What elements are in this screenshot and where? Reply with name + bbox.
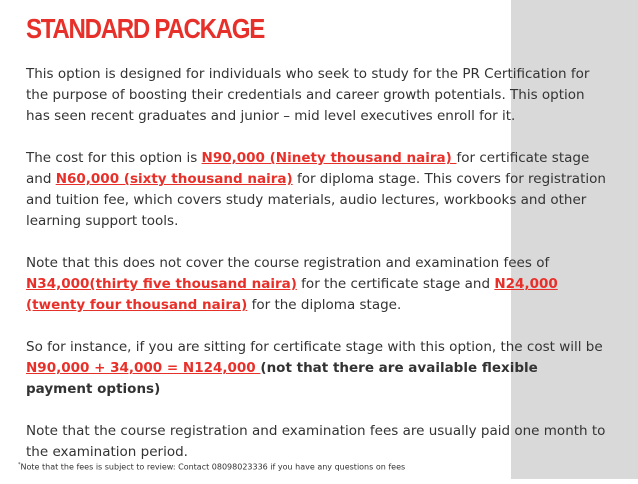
- fees-text-c: for the diploma stage.: [247, 297, 402, 313]
- body-text: [26, 64, 606, 484]
- cost-paragraph: [26, 148, 606, 232]
- fees-text-b: for the certificate stage and: [296, 276, 495, 292]
- intro-paragraph: This option is designed for individuals who seek to study for the PR Certification for the purpose of boosting their credentials and career growth potentials. This option has seen recent graduates and junior – mid level executives enroll for it.: [26, 66, 590, 124]
- cost-text-c: for diploma stage. This covers for registration and tuition fee, which covers study materials, audio lectures, workbooks and other learning support tools.: [26, 171, 606, 229]
- diploma-exam-fee: N24,000 (twenty four thousand naira): [26, 276, 558, 313]
- total-calculation: N90,000 + 34,000 = N124,000: [26, 360, 261, 376]
- certificate-exam-fee: N34,000(thirty five thousand naira): [26, 276, 297, 292]
- footnote: [18, 462, 405, 472]
- payment-timing-paragraph: Note that the course registration and examination fees are usually paid one month to the examination period.: [26, 423, 606, 460]
- payment-options-note: (not that there are available flexible payment options): [26, 360, 538, 397]
- page-title: STANDARD PACKAGE: [26, 13, 265, 44]
- example-text-a: So for instance, if you are sitting for certificate stage with this option, the cost will be: [26, 339, 603, 355]
- fees-paragraph: [26, 253, 606, 316]
- diploma-price: N60,000 (sixty thousand naira): [55, 171, 293, 187]
- fees-text-a: Note that this does not cover the course registration and examination fees of: [26, 255, 550, 271]
- example-paragraph: [26, 337, 606, 400]
- footnote-mark: *: [18, 462, 21, 468]
- certificate-price: N90,000 (Ninety thousand naira): [201, 150, 457, 166]
- cost-text-a: The cost for this option is: [26, 150, 202, 166]
- cost-text-b: for certificate stage and: [26, 150, 590, 187]
- footnote-text: Note that the fees is subject to review: Contact 08098023336 if you have any questions on fees: [20, 462, 406, 472]
